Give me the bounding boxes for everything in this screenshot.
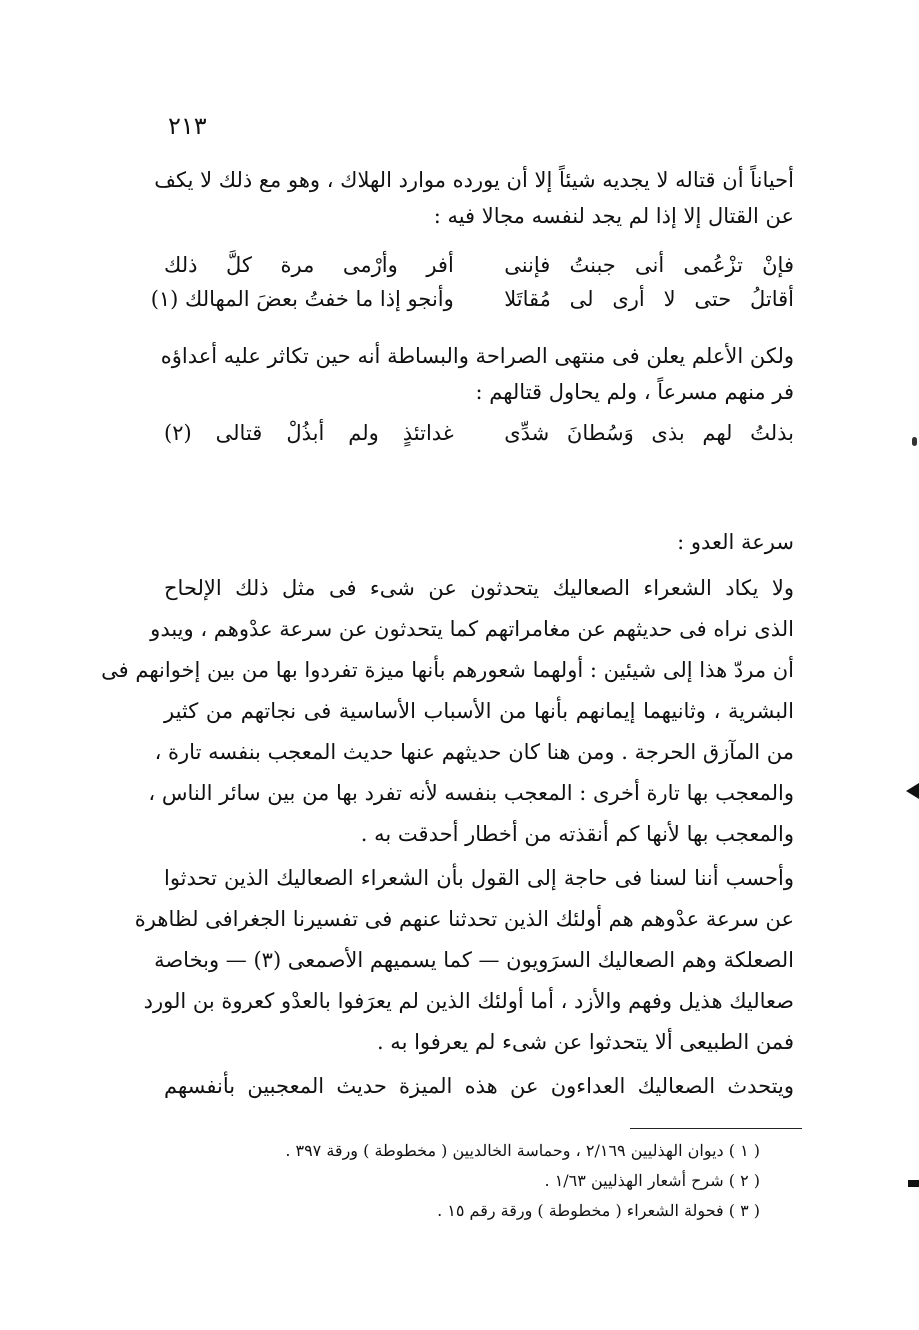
paragraph-line: الصعلكة وهم الصعاليك السرَويون — كما يسميهم الأصمعى (٣) — وبخاصة [154,948,794,972]
paragraph-line: صعاليك هذيل وفهم والأزد ، أما أولئك الذين لم يعرَفوا بالعدْو كعروة بن الورد [143,989,794,1013]
scan-edge-mark [908,1180,919,1187]
paragraph-speed-intro [101,570,794,860]
page-number: ٢١٣ [168,112,207,140]
verse-line [164,416,794,450]
paragraph-line: أن مردّ هذا إلى شيئين : أولهما شعورهم بأنها ميزة تفردوا بها من بين إخوانهم فى [101,658,794,682]
verse-hemistich-first: أقاتلُ حتى لا أرى لى مُقاتَلا [504,287,794,311]
verse-block-1 [150,248,794,318]
intro-paragraph [154,162,794,234]
verse-hemistich-second: غداتئذٍ ولم أبذُلْ قتالى (٢) [164,421,454,445]
footnote-1: ( ١ ) ديوان الهذليين ٢/١٦٩ ، وحماسة الخالديين ( مخطوطة ) ورقة ٣٩٧ . [285,1141,760,1160]
middle-paragraph [160,338,794,410]
verse-hemistich-first: فإنْ تزْعُمى أنى جبنتُ فإننى [504,253,794,277]
footnote-2: ( ٢ ) شرح أشعار الهذليين ١/٦٣ . [544,1171,760,1190]
paragraph-line: عن سرعة عدْوهم هم أولئك الذين تحدثنا عنهم فى تفسيرنا الجغرافى لظاهرة [134,907,794,931]
paragraph-line: وأحسب أننا لسنا فى حاجة إلى القول بأن الشعراء الصعاليك الذين تحدثوا [164,866,794,890]
paragraph-line: من المآزق الحرجة . ومن هنا كان حديثهم عنها حديث المعجب بنفسه تارة ، [154,740,794,764]
paragraph-line: عن القتال إلا إذا لم يجد لنفسه مجالا فيه : [433,204,794,228]
paragraph-line: فمن الطبيعى ألا يتحدثوا عن شىء لم يعرفوا به . [376,1030,794,1054]
footnotes [240,1136,760,1236]
paragraph-line: والمعجب بها لأنها كم أنقذته من أخطار أحدقت به . [360,822,794,846]
footnote-3: ( ٣ ) فحولة الشعراء ( مخطوطة ) ورقة رقم ١٥ . [437,1201,760,1220]
verse-block-2 [164,416,794,450]
paragraph-runners [164,1068,794,1108]
verse-line [164,248,794,282]
paragraph-line: والمعجب بها تارة أخرى : المعجب بنفسه لأنه تفرد بها من بين سائر الناس ، [148,781,794,805]
paragraph-line: البشرية ، وثانيهما إيمانهم بأنها من الأسباب الأساسية فى نجاتهم من كثير [164,699,794,723]
verse-hemistich-second: وأنجو إذا ما خفتُ بعضَ المهالك (١) [150,287,454,311]
paragraph-sarawat-poets [134,860,794,1070]
paragraph-line: فر منهم مسرعاً ، ولم يحاول قتالهم : [475,380,794,404]
paragraph-line: أحياناً أن قتاله لا يجديه شيئاً إلا أن يورده موارد الهلاك ، وهو مع ذلك لا يكف [154,168,794,192]
verse-hemistich-first: بذلتُ لهم بذى وَسُطانَ شدِّى [504,421,794,445]
section-heading: سرعة العدو : [677,530,794,554]
paragraph-line: ويتحدث الصعاليك العداءون عن هذه الميزة حديث المعجبين بأنفسهم [164,1074,794,1098]
paragraph-line: ولا يكاد الشعراء الصعاليك يتحدثون عن شىء فى مثل ذلك الإلحاح [164,576,794,600]
footnote-separator [630,1128,802,1129]
paragraph-line: الذى نراه فى حديثهم عن مغامراتهم كما يتحدثون عن سرعة عدْوهم ، ويبدو [150,617,794,641]
paragraph-line: ولكن الأعلم يعلن فى منتهى الصراحة والبساطة أنه حين تكاثر عليه أعداؤه [160,344,794,368]
verse-hemistich-second: أفر وأرْمى مرة كلَّ ذلك [164,253,454,277]
scan-edge-mark [906,783,919,799]
verse-line [150,282,794,316]
scan-edge-mark [912,437,917,446]
section-heading-block [164,524,794,560]
